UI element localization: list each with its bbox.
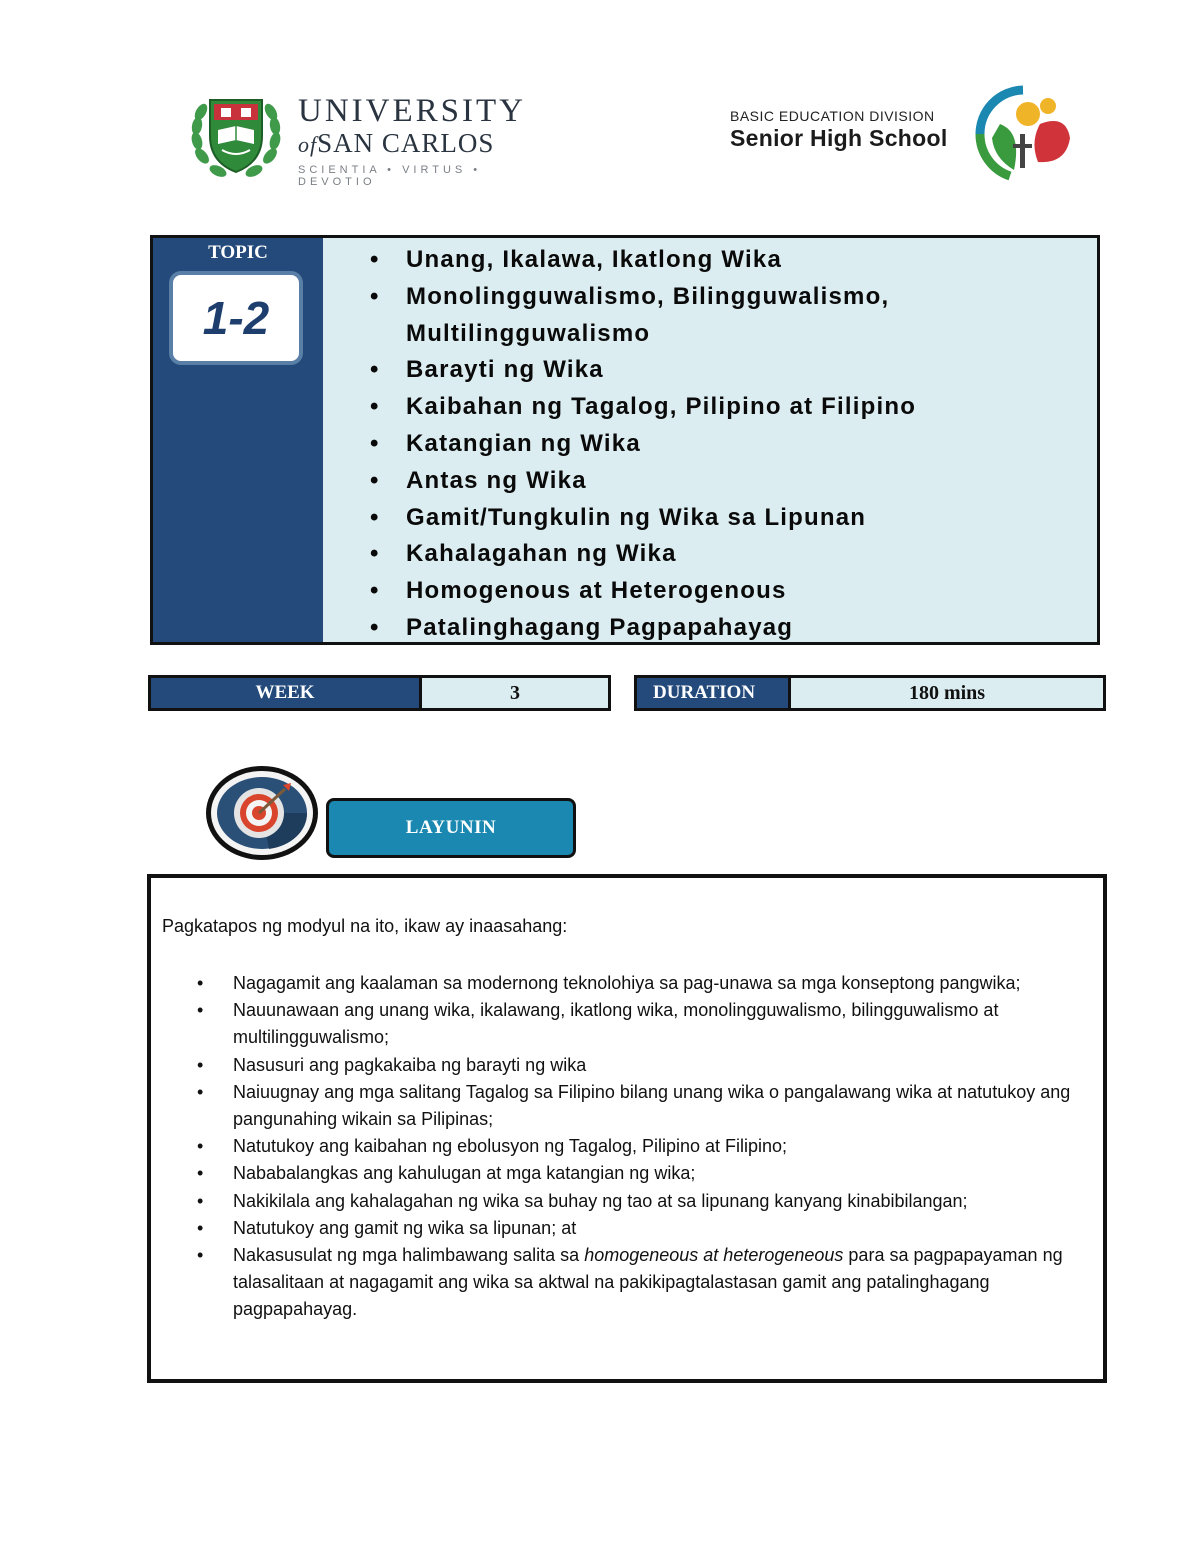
objective-emphasis: homogeneous at heterogeneous (584, 1245, 844, 1266)
topic-item: • Katangian ng Wika (368, 426, 1088, 463)
usc-motto: SCIENTIA • VIRTUS • DEVOTIO (298, 164, 482, 188)
objective-item: • Natutukoy ang kaibahan ng ebolusyon ng Tagalog, Pilipino at Filipino; (197, 1133, 1087, 1160)
objectives-intro: Pagkatapos ng modyul na ito, ikaw ay inaasahang: (162, 916, 568, 936)
week-label: WEEK (151, 678, 419, 708)
topic-item: • Kahalagahan ng Wika (368, 536, 1088, 573)
objective-text: Nakasusulat ng mga halimbawang salita sa (233, 1245, 585, 1266)
topic-number: 1-2 (202, 292, 270, 344)
usc-name-line1: UNIVERSITY (298, 93, 526, 129)
topic-item: • Gamit/Tungkulin ng Wika sa Lipunan (368, 500, 1088, 537)
topic-number-badge (169, 271, 303, 365)
objective-item: • Nauunawaan ang unang wika, ikalawang, ikatlong wika, monolingguwalismo, bilingguwalismo at multilingguwalismo; (197, 997, 1087, 1051)
topic-list (368, 242, 1088, 647)
target-icon (203, 763, 321, 863)
school-name: Senior High School (730, 125, 948, 151)
duration-value: 180 mins (788, 678, 1103, 708)
topic-item: • Monolingguwalismo, Bilingguwalismo, Multilingguwalismo (368, 279, 1088, 353)
duration-label: DURATION (637, 678, 788, 708)
week-field (148, 675, 611, 711)
topic-item: • Barayti ng Wika (368, 352, 1088, 389)
division-heading (730, 108, 965, 152)
usc-wordmark (298, 94, 528, 188)
topic-sidebar (153, 238, 323, 642)
objective-item: • Nasusuri ang pagkakaiba ng barayti ng wika (197, 1052, 1087, 1079)
objective-item (197, 1242, 1087, 1324)
shs-logo (970, 84, 1076, 182)
usc-seal-logo (188, 86, 284, 182)
topic-item: • Patalinghagang Pagpapahayag (368, 610, 1088, 647)
duration-field (634, 675, 1106, 711)
topic-item: • Kaibahan ng Tagalog, Pilipino at Filipino (368, 389, 1088, 426)
objective-item: • Naiuugnay ang mga salitang Tagalog sa Filipino bilang unang wika o pangalawang wika at natutukoy ang pangunahing wikain sa Pilipinas; (197, 1079, 1087, 1133)
usc-san-carlos: SAN CARLOS (317, 128, 495, 158)
division-name: BASIC EDUCATION DIVISION (730, 108, 935, 124)
week-value: 3 (419, 678, 608, 708)
objective-text: para sa pagpapayaman ng talasalitaan at nagagamit ang wika sa aktwal na pakikipagtalastasan gamit ang patalinghagang pagpapahayag. (233, 1245, 1063, 1320)
topic-panel (150, 235, 1100, 645)
usc-name-line2 (298, 128, 528, 160)
objectives-panel (147, 874, 1107, 1383)
topic-item: • Antas ng Wika (368, 463, 1088, 500)
topic-item: • Unang, Ikalawa, Ikatlong Wika (368, 242, 1088, 279)
objective-item: • Nagagamit ang kaalaman sa modernong teknolohiya sa pag-unawa sa mga konseptong pangwika; (197, 970, 1087, 997)
topic-item: • Homogenous at Heterogenous (368, 573, 1088, 610)
objectives-list (197, 970, 1087, 1324)
layunin-heading: LAYUNIN (326, 798, 576, 858)
topic-label: TOPIC (208, 242, 268, 263)
objective-item: • Nababalangkas ang kahulugan at mga katangian ng wika; (197, 1160, 1087, 1187)
usc-of: of (298, 132, 318, 157)
objective-item: • Nakikilala ang kahalagahan ng wika sa buhay ng tao at sa lipunang kanyang kinabibilangan; (197, 1188, 1087, 1215)
objective-item: • Natutukoy ang gamit ng wika sa lipunan; at (197, 1215, 1087, 1242)
